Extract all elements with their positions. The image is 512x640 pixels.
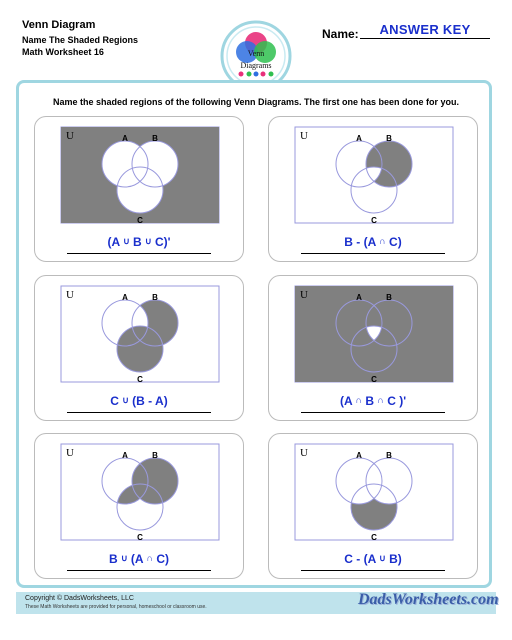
answer-part: (A [127, 552, 147, 566]
universe-label: U [66, 289, 74, 301]
answer-part: B [129, 235, 146, 249]
set-operator: ∩ [146, 553, 153, 563]
answer-part: (B - A) [128, 394, 168, 408]
venn-problem-2 [268, 116, 478, 262]
answer-part: C) [385, 235, 402, 249]
universe-label: U [300, 130, 308, 142]
venn-problem-1 [34, 116, 244, 262]
label-a: A [122, 134, 128, 143]
venn-problem-6 [268, 433, 478, 579]
label-b: B [386, 451, 392, 460]
worksheet-number: Math Worksheet 16 [22, 47, 104, 57]
answer-part: C )' [383, 394, 407, 408]
venn-problem-5 [34, 433, 244, 579]
set-operator: ∪ [379, 553, 386, 563]
logo-text-line1: Venn [247, 49, 265, 58]
logo-text-line2: Diagrams [240, 61, 272, 70]
label-b: B [152, 451, 158, 460]
universe-label: U [300, 447, 308, 459]
brand-logo[interactable]: DadsWorksheets.com [358, 591, 499, 608]
answer-part: B [109, 552, 121, 566]
label-c: C [371, 216, 377, 225]
universe-label: U [66, 130, 74, 142]
instructions: Name the shaded regions of the following Venn Diagrams. The first one has been done for you. [52, 97, 460, 107]
shaded-region [61, 127, 219, 223]
answer-part: (A [107, 235, 124, 249]
set-operator: ∪ [121, 553, 128, 563]
answer-part: C)' [151, 235, 171, 249]
set-operator: ∩ [377, 395, 384, 405]
venn-problem-3 [34, 275, 244, 421]
answer-part: (A [339, 394, 356, 408]
label-b: B [152, 134, 158, 143]
set-operator: ∩ [379, 236, 386, 246]
answer-line[interactable] [67, 394, 211, 413]
label-c: C [371, 533, 377, 542]
universe-label: U [300, 289, 308, 301]
set-operator: ∪ [122, 395, 129, 405]
answer-part: B [362, 394, 378, 408]
set-operator: ∪ [145, 236, 152, 246]
answer-part: C [110, 394, 123, 408]
set-operator: ∩ [355, 395, 363, 405]
label-a: A [356, 293, 362, 302]
worksheet-title: Venn Diagram [22, 19, 96, 31]
venn-problem-4 [268, 275, 478, 421]
label-c: C [371, 375, 377, 384]
answer-part: C - (A [344, 552, 380, 566]
label-a: A [356, 134, 362, 143]
answer-line[interactable] [67, 552, 211, 571]
label-c: C [137, 375, 143, 384]
label-b: B [152, 293, 158, 302]
label-a: A [356, 451, 362, 460]
label-a: A [122, 451, 128, 460]
answer-line[interactable] [67, 235, 211, 254]
set-operator: ∪ [123, 236, 130, 246]
answer-line[interactable] [301, 394, 445, 413]
label-c: C [137, 533, 143, 542]
answer-line[interactable] [301, 235, 445, 254]
label-a: A [122, 293, 128, 302]
name-label: Name: [322, 27, 359, 41]
label-b: B [386, 293, 392, 302]
worksheet-subtitle: Name The Shaded Regions [22, 35, 139, 45]
label-c: C [137, 216, 143, 225]
answer-part: B - (A [344, 235, 380, 249]
universe-label: U [66, 447, 74, 459]
label-b: B [386, 134, 392, 143]
answer-part: B) [385, 552, 402, 566]
answer-line[interactable] [301, 552, 445, 571]
copyright-text: Copyright © DadsWorksheets, LLC [25, 595, 134, 602]
answer-part: C) [152, 552, 169, 566]
name-field[interactable]: ANSWER KEY [360, 22, 490, 39]
usage-notice: These Math Worksheets are provided for personal, homeschool or classroom use. [25, 604, 207, 610]
shaded-region [295, 286, 453, 382]
